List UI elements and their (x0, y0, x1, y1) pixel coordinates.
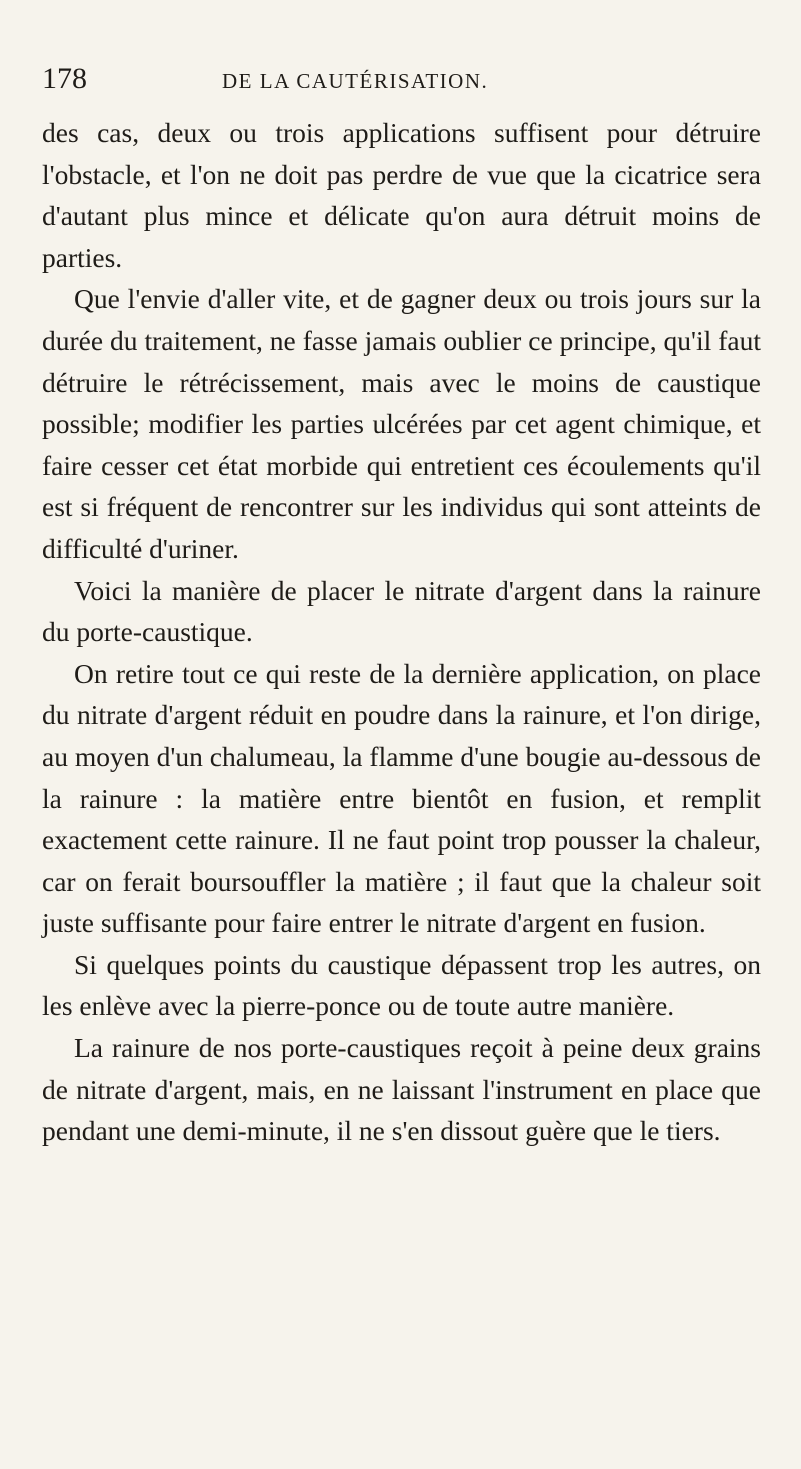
paragraph-principle: Que l'envie d'aller vite, et de gagner deux ou trois jours sur la durée du traitement, ne fasse jamais oublier ce principe, qu'il faut détruire le rétrécissement, mais avec le moins de caustique possible; modifier les parties ulcérées par cet agent chimique, et faire cesser cet état morbide qui entretient ces écoulements qu'il est si fréquent de rencontrer sur les individus qui sont atteints de difficulté d'uriner. (42, 283, 761, 564)
page-number: 178 (42, 62, 87, 95)
paragraph-continuation: des cas, deux ou trois applications suffisent pour détruire l'obstacle, et l'on ne doit pas perdre de vue que la cicatrice sera d'autant plus mince et délicate qu'on aura détruit moins de parties. (42, 117, 761, 273)
paragraph-excess-points: Si quelques points du caustique dépassent trop les autres, on les enlève avec la pierre-ponce ou de toute autre manière. (42, 948, 761, 1022)
paragraph-placement-intro: Voici la manière de placer le nitrate d'argent dans la rainure du porte-caustique. (42, 574, 761, 648)
paragraph-capacity: La rainure de nos porte-caustiques reçoit à peine deux grains de nitrate d'argent, mais, en ne laissant l'instrument en place que pendant une demi-minute, il ne s'en dissout guère que le tiers. (42, 1032, 761, 1147)
paragraph-procedure: On retire tout ce qui reste de la dernière application, on place du nitrate d'argent réduit en poudre dans la rainure, et l'on dirige, au moyen d'un chalumeau, la flamme d'une bougie au-dessous de la rainure : la matière entre bientôt en fusion, et remplit exactement cette rainure. Il ne faut point trop pousser la chaleur, car on ferait boursouffler la matière ; il faut que la chaleur soit juste suffisante pour faire entrer le nitrate d'argent en fusion. (42, 657, 761, 939)
running-title: DE LA CAUTÉRISATION. (222, 69, 489, 93)
running-head (42, 62, 761, 106)
body-text (42, 112, 761, 1152)
